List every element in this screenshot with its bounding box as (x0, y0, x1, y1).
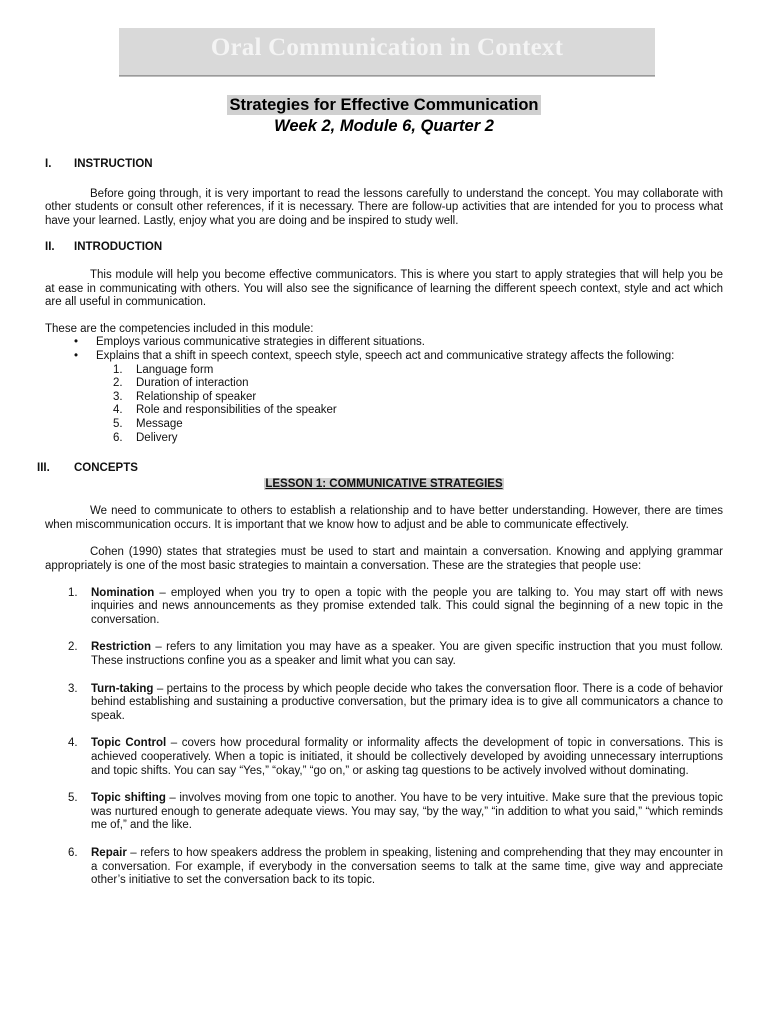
section-heading-concepts (37, 462, 723, 476)
section-heading-instruction (45, 158, 723, 172)
item-number: 6. (113, 431, 123, 444)
list-item (45, 847, 723, 888)
affected-aspects-list (45, 364, 723, 446)
list-item-text: Relationship of speaker (136, 390, 257, 403)
strategy-term: Restriction (91, 641, 152, 654)
list-item-text: Explains that a shift in speech context, speech style, speech act and communicative strategy affects the following: (96, 349, 675, 362)
competency-list (45, 336, 723, 363)
list-item-text: Message (136, 417, 183, 430)
bullet-icon: • (74, 349, 79, 362)
list-item (45, 792, 723, 833)
list-item (45, 587, 723, 628)
section-title: INSTRUCTION (74, 158, 153, 170)
header-banner (119, 28, 655, 76)
item-number: 1. (68, 586, 78, 599)
item-number: 5. (113, 417, 123, 430)
list-item (45, 432, 723, 446)
strategy-term: Topic Control (91, 737, 167, 750)
item-number: 4. (68, 737, 78, 750)
strategy-term: Topic shifting (91, 792, 166, 805)
item-number: 6. (68, 846, 78, 859)
item-number: 3. (113, 390, 123, 403)
section-number: II. (45, 241, 55, 254)
strategies-list (45, 587, 723, 888)
list-item-text: Delivery (136, 431, 178, 444)
document-subtitle: Week 2, Module 6, Quarter 2 (274, 117, 494, 135)
item-number: 1. (113, 363, 123, 376)
list-item (45, 391, 723, 405)
item-number: 2. (113, 377, 123, 390)
list-item-text: Role and responsibilities of the speaker (136, 404, 337, 417)
section-title: CONCEPTS (74, 462, 138, 475)
list-item-text: Duration of interaction (136, 377, 249, 390)
section-number: III. (37, 462, 50, 475)
list-item (45, 418, 723, 432)
introduction-paragraph: This module will help you become effective communicators. This is where you start to apply strategies that will help you be at ease in communicating with others. You will also see the significance of learning the different speech context, style and act which are all useful in communication. (45, 268, 723, 309)
strategy-term: Nomination (91, 586, 155, 599)
banner-title: Oral Communication in Context (210, 34, 564, 61)
title-block (0, 95, 768, 136)
competencies-intro: These are the competencies included in this module: (45, 322, 314, 335)
section-number: I. (45, 158, 52, 170)
item-number: 3. (68, 682, 78, 695)
list-item (45, 336, 723, 350)
list-item (45, 350, 723, 364)
list-item (45, 641, 723, 668)
strategy-description: – involves moving from one topic to another. You have to be very intuitive. Make sure that the previous topic was nurtured enough to generate adequate views. You may say, “by the way,” “in addition to what you said,” “which reminds me of,” and the like. (91, 792, 724, 832)
strategy-description: – refers to how speakers address the problem in speaking, listening and comprehending that they may encounter in a conversation. For example, if everybody in the conversation seems to talk at the same time, give way and appreciate other’s initiative to set the conversation back to its topic. (91, 846, 723, 887)
strategy-term: Repair (91, 846, 127, 859)
list-item (45, 683, 723, 724)
list-item (45, 404, 723, 418)
list-item-text: Employs various communicative strategies in different situations. (96, 336, 425, 349)
strategy-description: – employed when you try to open a topic with the people you are talking to. You may start off with news inquiries and news announcements as they promise extended talk. This could signal the beginning of a new topic in the conversation. (91, 586, 723, 626)
list-item-text: Language form (136, 363, 214, 376)
strategy-term: Turn-taking (91, 682, 154, 695)
document-body (37, 158, 724, 888)
concepts-paragraph-2: Cohen (1990) states that strategies must be used to start and maintain a conversation. Knowing and applying grammar appropriately is one of the most basic strategies to maintain a conversation. These are the strategies that people use: (45, 546, 723, 573)
item-number: 5. (68, 792, 78, 805)
section-heading-introduction (45, 241, 723, 255)
lesson-title: LESSON 1: COMMUNICATIVE STRATEGIES (265, 477, 503, 490)
instruction-paragraph: Before going through, it is very important to read the lessons carefully to understand the concept. You may collaborate with other students or consult other references, if it is necessary. There are follow-up activities that are intended for you to process what have your learned. Lastly, enjoy what you are doing and be inspired to study well. (45, 187, 723, 227)
concepts-paragraph-1: We need to communicate to others to establish a relationship and to have better understanding. However, there are times when miscommunication occurs. It is important that we know how to adjust and be able to communicate effectively. (45, 505, 723, 531)
item-number: 2. (68, 641, 78, 654)
list-item (45, 364, 723, 378)
list-item (45, 377, 723, 391)
bullet-icon: • (74, 336, 79, 349)
strategy-description: – covers how procedural formality or informality affects the development of topic in conversations. This is achieved cooperatively. When a topic is initiated, it should be collectively developed by avoiding unnecessary interruptions and topic shifts. You can say “Yes,” “okay,” “go on,” or asking tag questions to be actively involved without dominating. (91, 737, 723, 777)
strategy-description: – refers to any limitation you may have as a speaker. You are given specific instruction that you must follow. These instructions confine you as a speaker and limit what you can say. (91, 641, 723, 668)
strategy-description: – pertains to the process by which people decide who takes the conversation floor. There is a code of behavior behind establishing and sustaining a productive conversation, but the primary idea is to give all communicators a chance to speak. (91, 682, 723, 722)
section-title: INTRODUCTION (74, 241, 163, 254)
item-number: 4. (113, 404, 123, 417)
list-item (45, 737, 723, 778)
lesson-heading (45, 478, 723, 492)
document-title: Strategies for Effective Communication (227, 95, 542, 115)
